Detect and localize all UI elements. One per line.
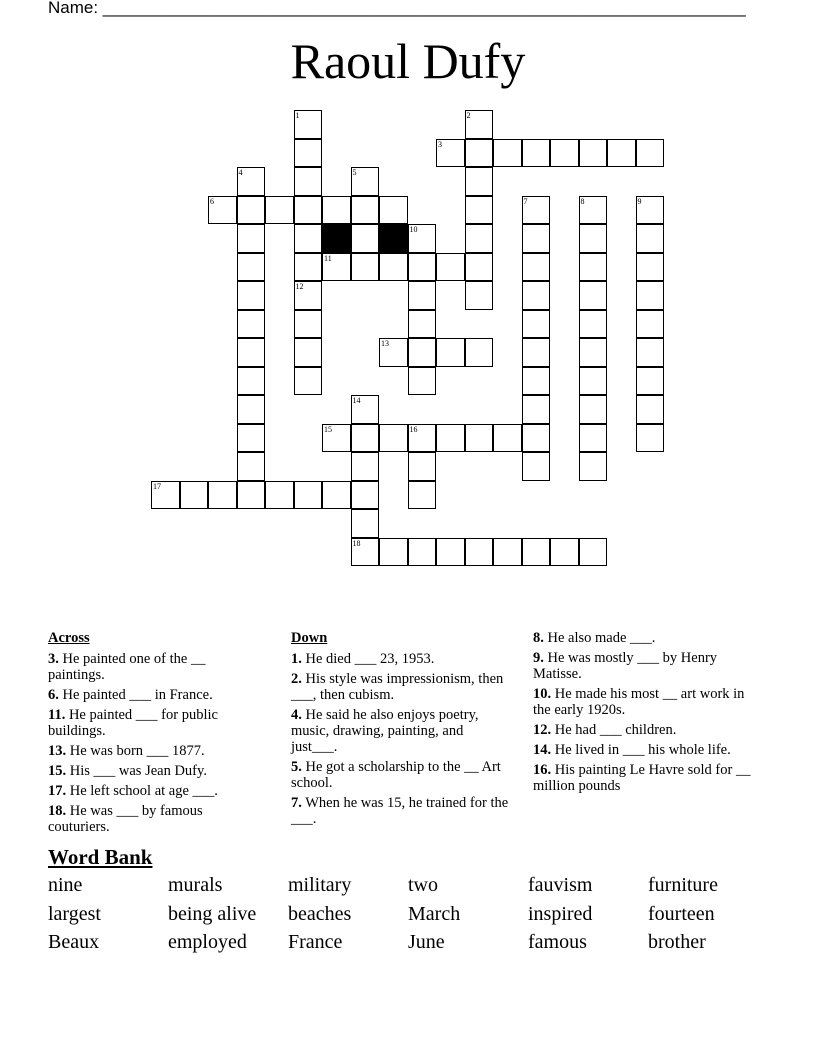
crossword-cell[interactable] <box>379 253 408 282</box>
word-bank-item: military <box>288 874 352 896</box>
crossword-cell[interactable] <box>493 538 522 567</box>
crossword-cell[interactable] <box>607 139 636 168</box>
clue-text: He was mostly ___ by Henry Matisse. <box>533 650 718 682</box>
crossword-cell[interactable] <box>465 281 494 310</box>
clue-number-label: 12. <box>533 722 552 738</box>
crossword-cell[interactable] <box>294 338 323 367</box>
crossword-cell[interactable] <box>294 110 323 139</box>
page-title: Raoul Dufy <box>290 33 526 89</box>
clue-number-label: 18. <box>48 803 67 819</box>
clue-text: He died ___ 23, 1953. <box>301 651 435 667</box>
crossword-cell[interactable] <box>550 538 579 567</box>
clue-item <box>291 759 509 791</box>
crossword-cell[interactable] <box>522 281 551 310</box>
clue-number: 15 <box>324 424 332 434</box>
crossword-block <box>322 224 351 253</box>
clue-item <box>48 783 256 799</box>
crossword-cell[interactable] <box>351 224 380 253</box>
crossword-cell[interactable] <box>579 395 608 424</box>
word-bank-title: Word Bank <box>48 845 153 869</box>
clue-number: 4 <box>238 168 243 177</box>
word-bank-item: being alive <box>168 903 257 925</box>
crossword-cell[interactable] <box>408 224 437 253</box>
crossword-cell[interactable] <box>208 196 237 225</box>
clue-item <box>533 742 753 758</box>
clue-number: 10 <box>409 225 418 234</box>
crossword-cell[interactable] <box>636 424 665 453</box>
crossword-cell[interactable] <box>636 281 665 310</box>
crossword-cell[interactable] <box>522 224 551 253</box>
crossword-cell[interactable] <box>294 281 323 310</box>
crossword-cell[interactable] <box>237 281 266 310</box>
clue-text: He said he also enjoys poetry, music, drawing, painting, and just___. <box>291 707 479 755</box>
clue-number: 16 <box>409 424 418 434</box>
clue-item <box>533 686 753 718</box>
crossword-cell[interactable] <box>237 395 266 424</box>
crossword-cell[interactable] <box>294 139 323 168</box>
word-bank-item: France <box>288 931 343 953</box>
across-heading: Across <box>48 630 90 646</box>
word-bank-item: furniture <box>648 874 718 896</box>
crossword-cell[interactable] <box>579 224 608 253</box>
crossword-cell[interactable] <box>436 538 465 567</box>
crossword-cell[interactable] <box>493 139 522 168</box>
crossword-cell[interactable] <box>379 424 408 453</box>
clue-number: 5 <box>352 168 357 177</box>
clue-text: He left school at age ___. <box>66 783 218 799</box>
word-bank-item: March <box>408 903 461 925</box>
crossword-cell[interactable] <box>379 196 408 225</box>
clue-text: When he was 15, he trained for the ___. <box>291 795 509 827</box>
crossword-cell[interactable] <box>636 224 665 253</box>
clue-item <box>48 707 256 739</box>
crossword-cell[interactable] <box>522 253 551 282</box>
crossword-cell[interactable] <box>465 224 494 253</box>
clue-text: He made his most __ art work in the early 1920s. <box>533 686 745 718</box>
crossword-cell[interactable] <box>408 481 437 510</box>
crossword-cell[interactable] <box>237 338 266 367</box>
crossword-cell[interactable] <box>408 367 437 396</box>
clue-number: 18 <box>352 538 361 548</box>
crossword-cell[interactable] <box>579 253 608 282</box>
clue-item <box>48 743 256 759</box>
crossword-cell[interactable] <box>465 338 494 367</box>
clue-number: 14 <box>352 396 361 405</box>
clue-number-label: 16. <box>533 762 552 778</box>
word-bank-item: nine <box>48 874 83 896</box>
crossword-cell[interactable] <box>636 310 665 339</box>
clue-text: His painting Le Havre sold for __ million pounds <box>533 762 751 794</box>
clue-number: 7 <box>523 196 528 206</box>
clue-number-label: 10. <box>533 686 552 702</box>
clue-number-label: 14. <box>533 742 552 758</box>
crossword-cell[interactable] <box>493 424 522 453</box>
clue-number-label: 13. <box>48 743 67 759</box>
crossword-cell[interactable] <box>408 338 437 367</box>
crossword-cell[interactable] <box>465 167 494 196</box>
crossword-cell[interactable] <box>436 424 465 453</box>
crossword-cell[interactable] <box>579 310 608 339</box>
clue-item <box>291 795 509 827</box>
crossword-cell[interactable] <box>294 167 323 196</box>
crossword-cell[interactable] <box>322 253 351 282</box>
crossword-cell[interactable] <box>379 538 408 567</box>
clue-number: 13 <box>381 339 389 348</box>
clue-item <box>533 762 753 794</box>
clue-number-label: 3. <box>48 651 59 667</box>
clue-text: He was ___ by famous couturiers. <box>48 803 203 835</box>
clue-item <box>291 651 509 667</box>
crossword-cell[interactable] <box>237 452 266 481</box>
word-bank-item: Beaux <box>48 931 100 953</box>
clue-text: He got a scholarship to the __ Art school. <box>291 759 501 791</box>
crossword-cell[interactable] <box>294 367 323 396</box>
crossword-cell[interactable] <box>465 538 494 567</box>
clue-number: 17 <box>153 481 161 491</box>
clue-text: He painted ___ for public buildings. <box>48 707 218 739</box>
crossword-cell[interactable] <box>322 424 351 453</box>
clue-number-label: 6. <box>48 687 59 703</box>
clue-number-label: 2. <box>291 671 302 687</box>
crossword-cell[interactable] <box>294 310 323 339</box>
crossword-cell[interactable] <box>237 167 266 196</box>
clue-number-label: 4. <box>291 707 302 723</box>
word-bank-item: two <box>408 874 438 896</box>
crossword-cell[interactable] <box>522 310 551 339</box>
clue-text: His ___ was Jean Dufy. <box>66 763 207 779</box>
clue-number: 2 <box>466 111 471 120</box>
clue-item <box>48 651 256 683</box>
crossword-cell[interactable] <box>265 196 294 225</box>
clue-number-label: 7. <box>291 795 302 811</box>
crossword-cell[interactable] <box>379 338 408 367</box>
clue-text: He painted ___ in France. <box>58 687 213 703</box>
clue-number: 9 <box>637 196 642 206</box>
crossword-cell[interactable] <box>294 224 323 253</box>
crossword-cell[interactable] <box>294 196 323 225</box>
crossword-cell[interactable] <box>208 481 237 510</box>
crossword-cell[interactable] <box>522 395 551 424</box>
clue-item <box>48 687 256 703</box>
clue-number-label: 9. <box>533 650 544 666</box>
crossword-cell[interactable] <box>465 139 494 168</box>
crossword-cell[interactable] <box>579 281 608 310</box>
crossword-cell[interactable] <box>579 139 608 168</box>
clue-item <box>48 763 256 779</box>
down-heading: Down <box>291 630 328 646</box>
clue-text: He lived in ___ his whole life. <box>551 742 731 758</box>
crossword-cell[interactable] <box>237 196 266 225</box>
crossword-cell[interactable] <box>579 424 608 453</box>
crossword-cell[interactable] <box>351 452 380 481</box>
crossword-cell[interactable] <box>579 538 608 567</box>
crossword-cell[interactable] <box>465 110 494 139</box>
crossword-cell[interactable] <box>237 424 266 453</box>
crossword-cell[interactable] <box>522 538 551 567</box>
down-clues-continued <box>533 630 753 798</box>
word-bank-item: murals <box>168 874 223 896</box>
crossword-cell[interactable] <box>579 196 608 225</box>
clue-item <box>533 650 753 682</box>
crossword-cell[interactable] <box>237 310 266 339</box>
crossword-cell[interactable] <box>237 367 266 396</box>
crossword-cell[interactable] <box>294 481 323 510</box>
crossword-cell[interactable] <box>351 196 380 225</box>
crossword-cell[interactable] <box>351 509 380 538</box>
word-bank-item: employed <box>168 931 247 953</box>
clue-text: He was born ___ 1877. <box>66 743 205 759</box>
word-bank-item: brother <box>648 931 706 953</box>
crossword-cell[interactable] <box>579 338 608 367</box>
crossword-cell[interactable] <box>351 481 380 510</box>
crossword-cell[interactable] <box>351 538 380 567</box>
word-bank-item: fauvism <box>528 874 593 896</box>
crossword-cell[interactable] <box>579 367 608 396</box>
crossword-cell[interactable] <box>522 367 551 396</box>
crossword-cell[interactable] <box>636 139 665 168</box>
crossword-cell[interactable] <box>408 424 437 453</box>
word-bank-item: beaches <box>288 903 352 925</box>
clue-item <box>291 707 509 755</box>
clue-number: 12 <box>295 282 304 291</box>
crossword-cell[interactable] <box>436 338 465 367</box>
crossword-cell[interactable] <box>351 424 380 453</box>
crossword-cell[interactable] <box>636 395 665 424</box>
crossword-cell[interactable] <box>294 253 323 282</box>
crossword-cell[interactable] <box>636 367 665 396</box>
crossword-cell[interactable] <box>636 196 665 225</box>
clue-number-label: 15. <box>48 763 67 779</box>
crossword-cell[interactable] <box>408 538 437 567</box>
crossword-cell[interactable] <box>408 452 437 481</box>
crossword-cell[interactable] <box>465 196 494 225</box>
clue-number-label: 5. <box>291 759 302 775</box>
clue-item <box>291 671 509 703</box>
crossword-cell[interactable] <box>436 253 465 282</box>
clue-text: He had ___ children. <box>551 722 677 738</box>
clue-number: 6 <box>210 196 214 206</box>
crossword-cell[interactable] <box>436 139 465 168</box>
crossword-cell[interactable] <box>465 253 494 282</box>
crossword-cell[interactable] <box>522 139 551 168</box>
crossword-cell[interactable] <box>522 424 551 453</box>
clue-text: He also made ___. <box>543 630 656 646</box>
crossword-cell[interactable] <box>636 338 665 367</box>
crossword-cell[interactable] <box>180 481 209 510</box>
name-field-line: Name: ____________________________________________________________________ <box>48 0 746 17</box>
crossword-cell[interactable] <box>550 139 579 168</box>
clue-number-label: 17. <box>48 783 67 799</box>
clue-number-label: 11. <box>48 707 66 723</box>
clue-item <box>48 803 256 835</box>
clue-item <box>533 722 753 738</box>
word-bank-item: fourteen <box>648 903 715 925</box>
clue-number: 1 <box>295 111 300 120</box>
crossword-cell[interactable] <box>351 167 380 196</box>
crossword-cell[interactable] <box>522 338 551 367</box>
crossword-cell[interactable] <box>237 253 266 282</box>
clue-item <box>533 630 753 646</box>
word-bank-item: inspired <box>528 903 593 925</box>
crossword-cell[interactable] <box>408 281 437 310</box>
clue-number-label: 1. <box>291 651 302 667</box>
word-bank-item: famous <box>528 931 587 953</box>
crossword-block <box>379 224 408 253</box>
crossword-cell[interactable] <box>408 310 437 339</box>
clue-text: His style was impressionism, then ___, then cubism. <box>291 671 504 703</box>
crossword-cell[interactable] <box>237 481 266 510</box>
crossword-cell[interactable] <box>465 424 494 453</box>
crossword-cell[interactable] <box>579 452 608 481</box>
crossword-cell[interactable] <box>636 253 665 282</box>
crossword-cell[interactable] <box>151 481 180 510</box>
word-bank-item: June <box>408 931 445 953</box>
crossword-cell[interactable] <box>522 196 551 225</box>
clue-number-label: 8. <box>533 630 544 646</box>
crossword-cell[interactable] <box>522 452 551 481</box>
clue-number: 8 <box>580 196 585 206</box>
crossword-cell[interactable] <box>351 253 380 282</box>
crossword-cell[interactable] <box>351 395 380 424</box>
crossword-cell[interactable] <box>237 224 266 253</box>
clue-text: He painted one of the __ paintings. <box>48 651 206 683</box>
clue-number: 11 <box>324 253 332 263</box>
down-clues <box>291 630 509 831</box>
crossword-cell[interactable] <box>265 481 294 510</box>
across-clues <box>48 630 256 839</box>
crossword-cell[interactable] <box>408 253 437 282</box>
crossword-cell[interactable] <box>322 481 351 510</box>
clue-number: 3 <box>438 139 442 149</box>
word-bank-item: largest <box>48 903 101 925</box>
crossword-cell[interactable] <box>322 196 351 225</box>
